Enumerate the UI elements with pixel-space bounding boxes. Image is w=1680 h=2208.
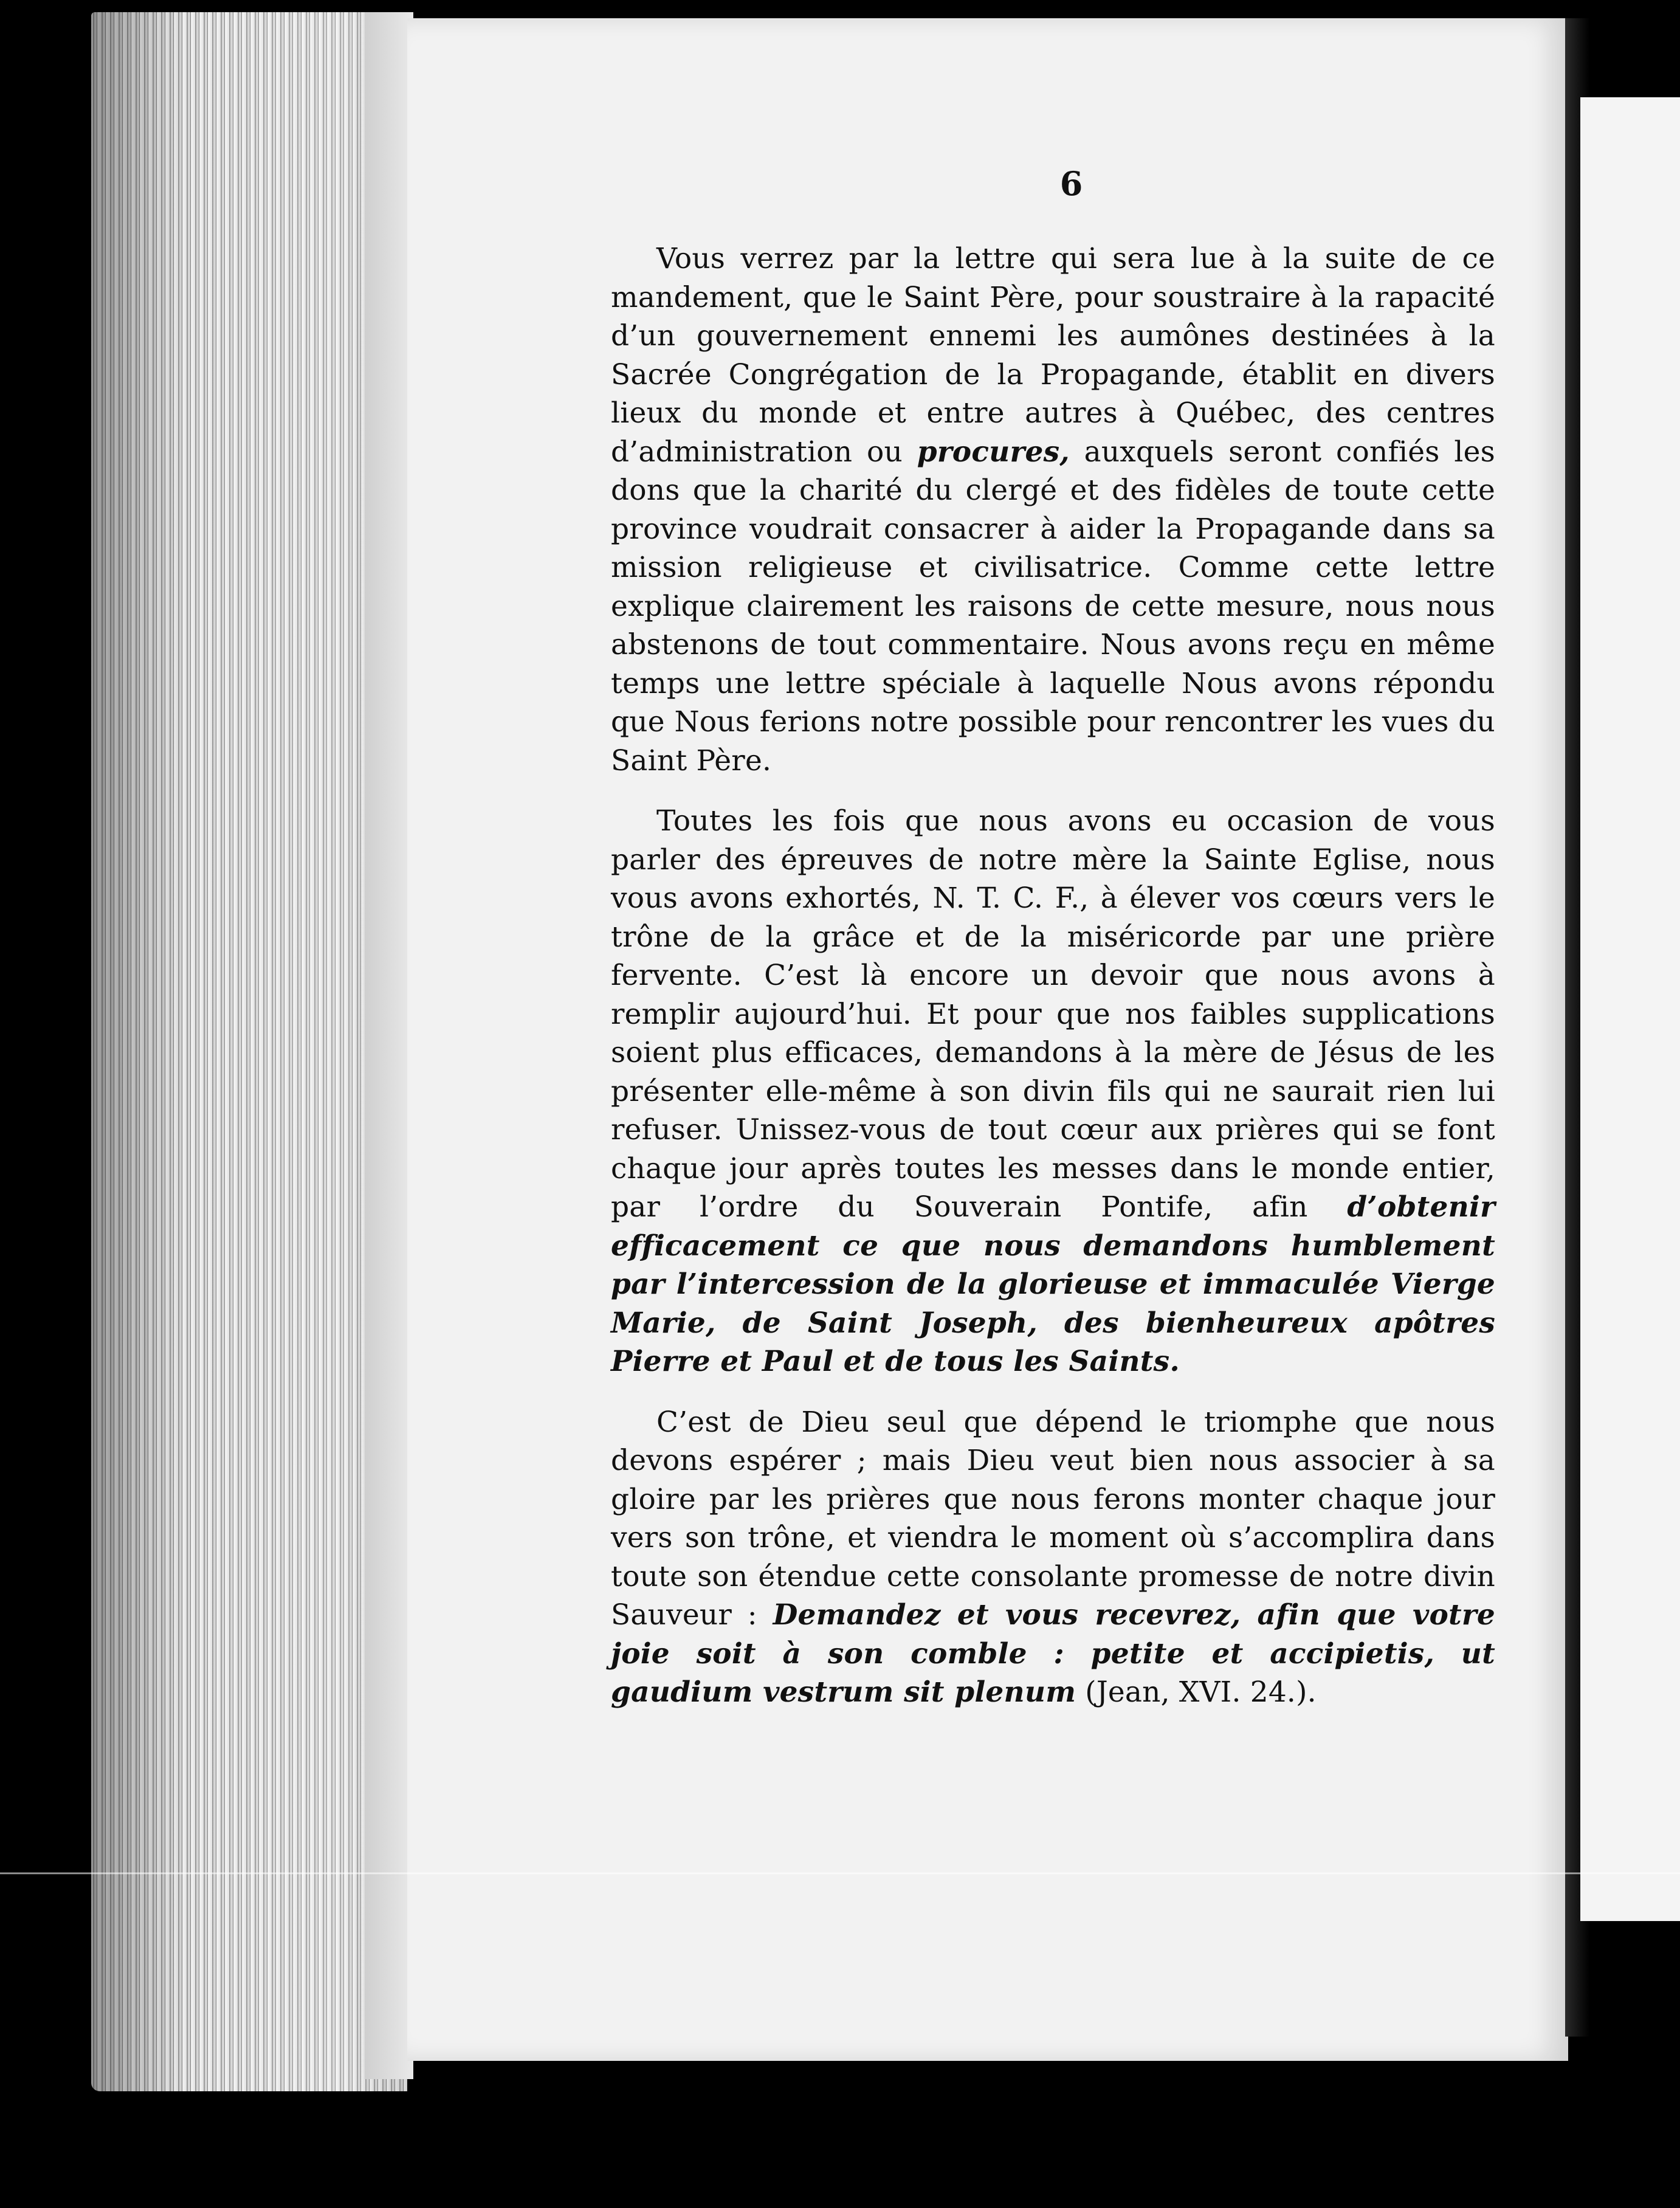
paragraph-3-text-1: C’est de Dieu seul que dépend le triomphe que nous devons espérer ; mais Dieu veut bien nous associer à sa gloire par les prières que nous ferons monter chaque jour vers son trône, et viendra le moment où s’accomplira dans toute son étendue cette consolante promesse de notre divin Sauveur :: [611, 1405, 1495, 1632]
page-text-block: [611, 164, 1495, 1734]
paragraph-3: [611, 1403, 1495, 1712]
paragraph-2-italic: d’obtenir efficacement ce que nous demandons humblement par l’intercession de la glorieuse et immaculée Vierge Marie, de Saint Joseph, des bienheureux apôtres Pierre et Paul et de tous les Saints.: [611, 1190, 1495, 1378]
paragraph-2-text-1: Toutes les fois que nous avons eu occasion de vous parler des épreuves de notre mère la Sainte Eglise, nous vous avons exhortés, N. T. C. F., à élever vos cœurs vers le trône de la grâce et de la miséricorde par une prière fervente. C’est là encore un devoir que nous avons à remplir aujourd’hui. Et pour que nos faibles supplications soient plus efficaces, demandons à la mère de Jésus de les présenter elle-même à son divin fils qui ne saurait rien lui refuser. Unissez-vous de tout cœur aux prières qui se font chaque jour après toutes les messes dans le monde entier, par l’ordre du Souverain Pontife, afin: [611, 804, 1495, 1224]
book-page-edges: [91, 12, 407, 2091]
paragraph-3-italic: Demandez et vous recevrez, afin que votre joie soit à son comble : petite et accipietis, ut gaudium vestrum sit plenum: [611, 1598, 1495, 1709]
page-gutter: [365, 12, 413, 2079]
paragraph-1-italic: procures,: [917, 435, 1070, 469]
facing-page-edge: [1580, 97, 1680, 1921]
page-number: 6: [1059, 164, 1083, 203]
paragraph-1-text-1: Vous verrez par la lettre qui sera lue à la suite de ce mandement, que le Saint Père, pour soustraire à la rapacité d’un gouvernement ennemi les aumônes destinées à la Sacrée Congrégation de la Propagande, établit en divers lieux du monde et entre autres à Québec, des centres d’administration ou: [611, 242, 1495, 469]
paragraph-1-text-2: auxquels seront confiés les dons que la charité du clergé et des fidèles de toute cette province voudrait consacrer à aider la Propagande dans sa mission religieuse et civilisatrice. Comme cette lettre explique clairement les raisons de cette mesure, nous nous abstenons de tout commentaire. Nous avons reçu en même temps une lettre spéciale à laquelle Nous avons répondu que Nous ferions notre possible pour rencontrer les vues du Saint Père.: [611, 435, 1495, 778]
paragraph-3-text-2: (Jean, XVI. 24.).: [1076, 1675, 1317, 1709]
paragraph-2: [611, 802, 1495, 1381]
scan-artifact-line: [0, 1872, 1680, 1874]
paragraph-1: [611, 240, 1495, 780]
